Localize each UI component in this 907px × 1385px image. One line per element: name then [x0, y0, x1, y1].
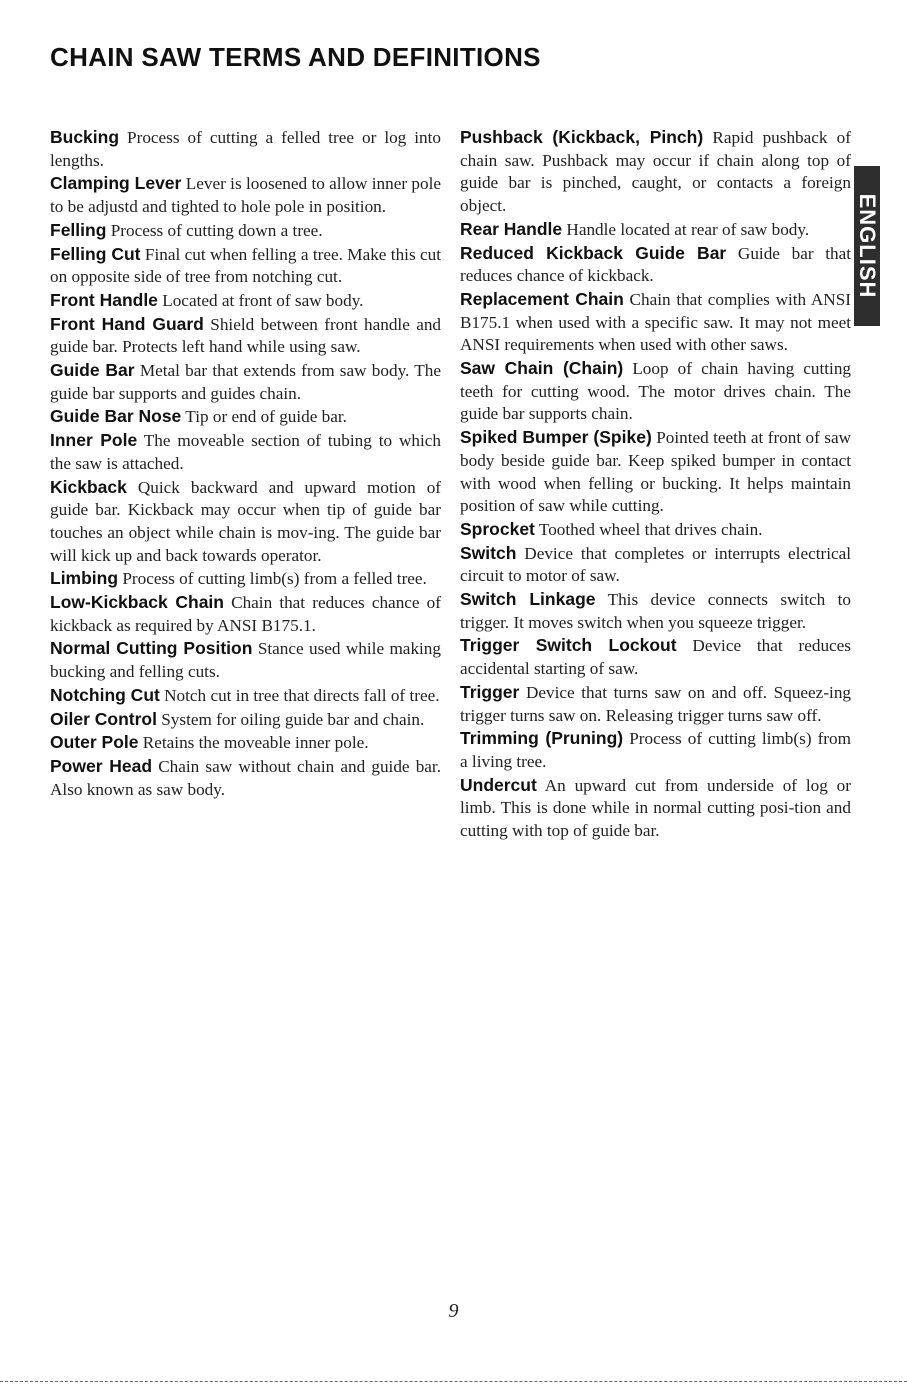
definition-term: Front Hand Guard — [50, 313, 204, 334]
definition-entry — [50, 731, 441, 755]
definition-text: Process of cutting a felled tree or log into lengths. — [50, 128, 441, 170]
definition-entry — [50, 476, 441, 568]
definitions-left-column — [50, 126, 441, 801]
bottom-rule — [0, 1381, 907, 1382]
definition-text: Process of cutting limb(s) from a felled tree. — [122, 569, 427, 589]
definition-entry — [460, 588, 851, 634]
definition-term: Saw Chain (Chain) — [460, 358, 624, 379]
definition-term: Guide Bar Nose — [50, 406, 182, 427]
definition-term: Sprocket — [460, 518, 535, 539]
definition-text: Retains the moveable inner pole. — [142, 733, 369, 753]
definition-term: Switch — [460, 542, 517, 563]
definition-term: Trimming (Pruning) — [460, 728, 624, 749]
definition-text: System for oiling guide bar and chain. — [161, 709, 425, 729]
definition-entry — [460, 634, 851, 680]
definition-entry — [460, 518, 851, 542]
definition-text: Tip or end of guide bar. — [185, 407, 347, 427]
definition-text: Shield between front handle and guide bar. Protects left hand while using saw. — [50, 314, 442, 357]
definition-entry — [460, 426, 851, 518]
definition-entry — [460, 542, 851, 588]
definition-term: Pushback (Kickback, Pinch) — [460, 127, 704, 147]
definition-entry — [50, 243, 441, 289]
definitions-right-column — [460, 126, 851, 843]
definition-entry — [460, 681, 851, 727]
definition-entry — [50, 708, 441, 732]
definition-entry — [50, 126, 441, 172]
definition-term: Spiked Bumper (Spike) — [460, 427, 652, 448]
definition-entry — [50, 591, 441, 637]
definition-term: Limbing — [50, 568, 119, 589]
definition-entry — [50, 219, 441, 243]
definition-text: Pointed teeth at front of saw body beside guide bar. Keep spiked bumper in contact with wood when felling or bucking. It helps maintain position of saw while cutting. — [460, 428, 851, 516]
definition-term: Undercut — [460, 774, 537, 795]
definition-entry — [50, 755, 441, 801]
definition-entry — [50, 429, 441, 475]
definition-text: Located at front of saw body. — [162, 290, 364, 310]
language-tab-label: ENGLISH — [855, 193, 880, 299]
definition-term: Clamping Lever — [50, 173, 182, 194]
definition-term: Front Handle — [50, 289, 158, 310]
definition-entry — [460, 218, 851, 242]
definition-text: Loop of chain having cutting teeth for cutting wood. The motor drives chain. The guide bar supports chain. — [460, 359, 852, 424]
definition-text: Process of cutting limb(s) from a living tree. — [460, 729, 851, 771]
definition-term: Bucking — [50, 127, 120, 147]
definition-entry — [50, 637, 441, 683]
definition-term: Oiler Control — [50, 708, 157, 729]
definition-entry — [460, 774, 851, 843]
definition-text: Final cut when felling a tree. Make this cut on opposite side of tree from notching cut. — [50, 244, 442, 287]
definition-term: Felling — [50, 219, 107, 240]
definition-text: Notch cut in tree that directs fall of tree. — [164, 685, 440, 705]
definition-entry — [50, 567, 441, 591]
definition-text: Rapid pushback of chain saw. Pushback may occur if chain along top of guide bar is pinched, caught, or contacts a foreign object. — [460, 128, 851, 216]
definition-text: The moveable section of tubing to which the saw is attached. — [50, 431, 441, 473]
definition-entry — [50, 684, 441, 708]
definition-text: This device connects switch to trigger. It moves switch when you squeeze trigger. — [460, 590, 851, 632]
language-tab — [854, 166, 880, 326]
definition-text: Chain saw without chain and guide bar. Also known as saw body. — [50, 756, 441, 799]
definition-term: Notching Cut — [50, 684, 160, 705]
definition-entry — [460, 126, 851, 218]
page-title: CHAIN SAW TERMS AND DEFINITIONS — [50, 42, 541, 72]
definition-term: Inner Pole — [50, 430, 138, 451]
definition-term: Low-Kickback Chain — [50, 592, 224, 613]
definition-term: Kickback — [50, 476, 127, 497]
definition-text: Metal bar that extends from saw body. The guide bar supports and guides chain. — [50, 361, 441, 403]
definition-text: Lever is loosened to allow inner pole to be adjustd and tighted to hole pole in position. — [50, 174, 441, 217]
definition-entry — [50, 172, 441, 218]
definition-entry — [460, 357, 851, 426]
definition-term: Power Head — [50, 755, 153, 776]
definition-entry — [50, 313, 441, 359]
definition-entry — [460, 727, 851, 773]
definition-term: Reduced Kickback Guide Bar — [460, 242, 727, 263]
definition-term: Guide Bar — [50, 360, 135, 381]
definition-entry — [50, 405, 441, 429]
definition-text: Device that completes or interrupts electrical circuit to motor of saw. — [460, 543, 852, 586]
definition-term: Felling Cut — [50, 243, 141, 264]
definition-term: Switch Linkage — [460, 589, 596, 610]
definition-entry — [50, 359, 441, 405]
definition-entry — [460, 242, 851, 288]
page-number: 9 — [448, 1300, 459, 1322]
definition-term: Trigger — [460, 681, 520, 702]
definition-term: Normal Cutting Position — [50, 638, 253, 659]
definition-text: Quick backward and upward motion of guide bar. Kickback may occur when tip of guide bar touches an object while chain is mov-ing. The guide bar will kick up and back towards operator. — [50, 477, 442, 565]
definition-term: Outer Pole — [50, 732, 139, 753]
definition-text: Handle located at rear of saw body. — [566, 219, 810, 239]
definition-text: Guide bar that reduces chance of kickback. — [460, 243, 851, 286]
definition-text: Stance used while making bucking and felling cuts. — [50, 639, 441, 682]
definition-entry — [460, 288, 851, 357]
definition-text: Device that turns saw on and off. Squeez-ing trigger turns saw on. Releasing trigger turns saw off. — [460, 682, 852, 725]
definition-entry — [50, 289, 441, 313]
definition-text: Device that reduces accidental starting of saw. — [460, 636, 851, 679]
definition-term: Trigger Switch Lockout — [460, 635, 677, 656]
definition-text: Process of cutting down a tree. — [110, 220, 323, 240]
definition-text: An upward cut from underside of log or limb. This is done while in normal cutting posi-tion and cutting with top of guide bar. — [460, 775, 851, 841]
definition-text: Chain that complies with ANSI B175.1 when used with a specific saw. It may not meet ANSI requirements when used with other saws. — [460, 289, 851, 355]
definition-term: Replacement Chain — [460, 288, 624, 309]
definition-text: Chain that reduces chance of kickback as required by ANSI B175.1. — [50, 593, 441, 635]
definition-text: Toothed wheel that drives chain. — [538, 519, 763, 539]
definition-term: Rear Handle — [460, 218, 563, 239]
